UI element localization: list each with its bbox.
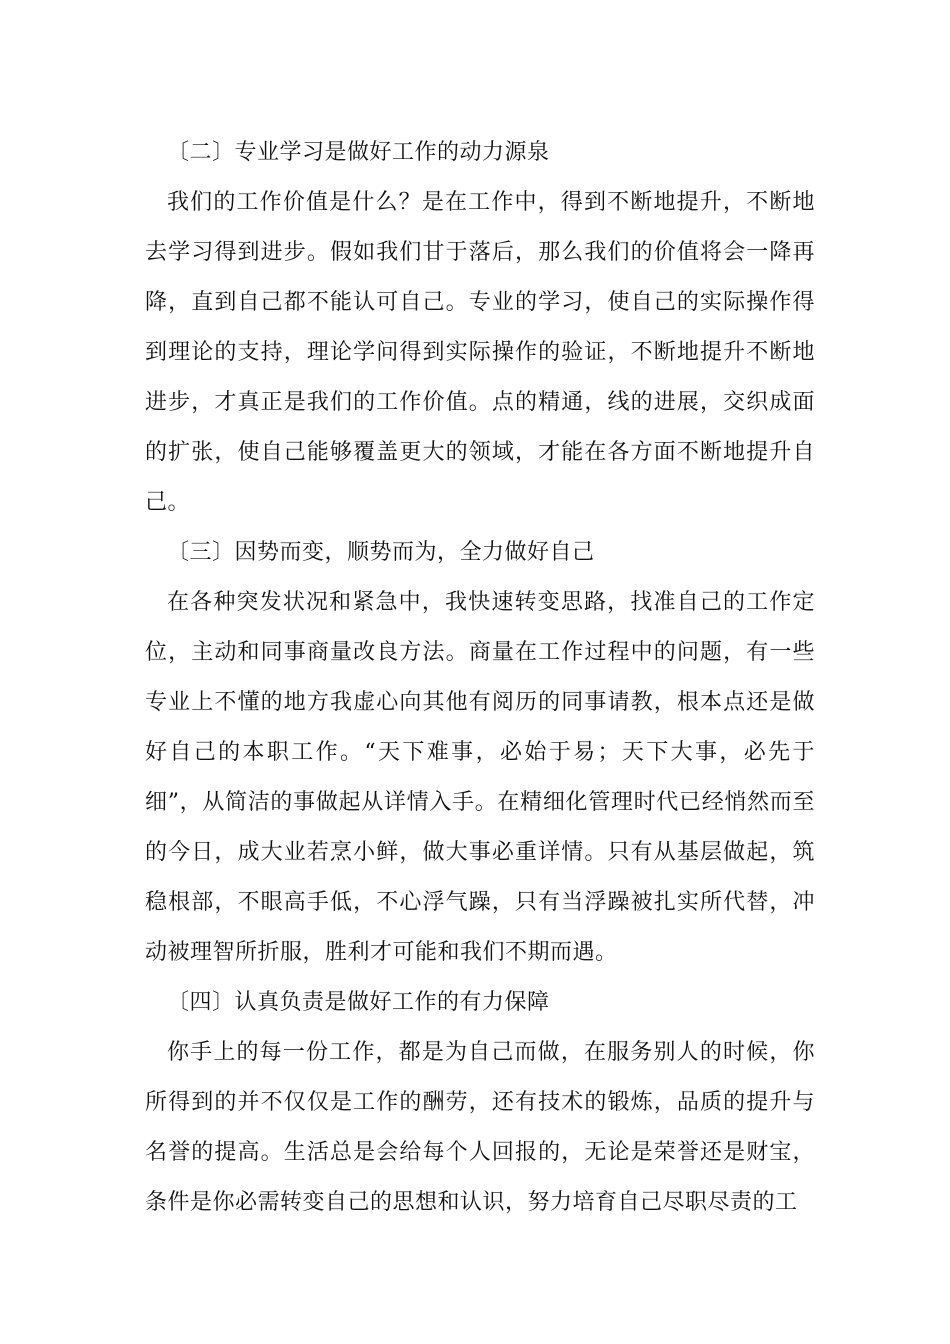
section-heading-4: 〔四〕认真负责是做好工作的有力保障 bbox=[167, 990, 550, 1015]
section-paragraph-3: 在各种突发状况和紧急中，我快速转变思路，找准自己的工作定位，主动和同事商量改良方法。商量在工作过程中的问题，有一些专业上不懂的地方我虚心向其他有阅历的同事请教，根本点还是做好自己的本职工作。“天下难事，必始于易；天下大事，必先于细”，从简洁的事做起从详情入手。在精细化管理时代已经悄然而至的今日，成大业若烹小鲜，做大事必重详情。只有从基层做起，筑稳根部，不眼高手低，不心浮气躁，只有当浮躁被扎实所代替，冲动被理智所折服，胜利才可能和我们不期而遇。 bbox=[145, 590, 815, 965]
section-heading-3: 〔三〕因势而变，顺势而为，全力做好自己 bbox=[167, 540, 595, 565]
section-paragraph-4: 你手上的每一份工作，都是为自己而做，在服务别人的时候，你所得到的并不仅仅是工作的酬劳，还有技术的锻炼，品质的提升与名誉的提高。生活总是会给每个人回报的，无论是荣誉还是财宝，条件是你必需转变自己的思想和认识，努力培育自己尽职尽责的工 bbox=[145, 1040, 815, 1215]
section-paragraph-2: 我们的工作价值是什么？是在工作中，得到不断地提升，不断地去学习得到进步。假如我们甘于落后，那么我们的价值将会一降再降，直到自己都不能认可自己。专业的学习，使自己的实际操作得到理论的支持，理论学问得到实际操作的验证，不断地提升不断地进步，才真正是我们的工作价值。点的精通，线的进展，交织成面的扩张，使自己能够覆盖更大的领域，才能在各方面不断地提升自己。 bbox=[145, 190, 815, 515]
section-heading-2: 〔二〕专业学习是做好工作的动力源泉 bbox=[167, 140, 550, 165]
document-body bbox=[145, 128, 815, 1228]
